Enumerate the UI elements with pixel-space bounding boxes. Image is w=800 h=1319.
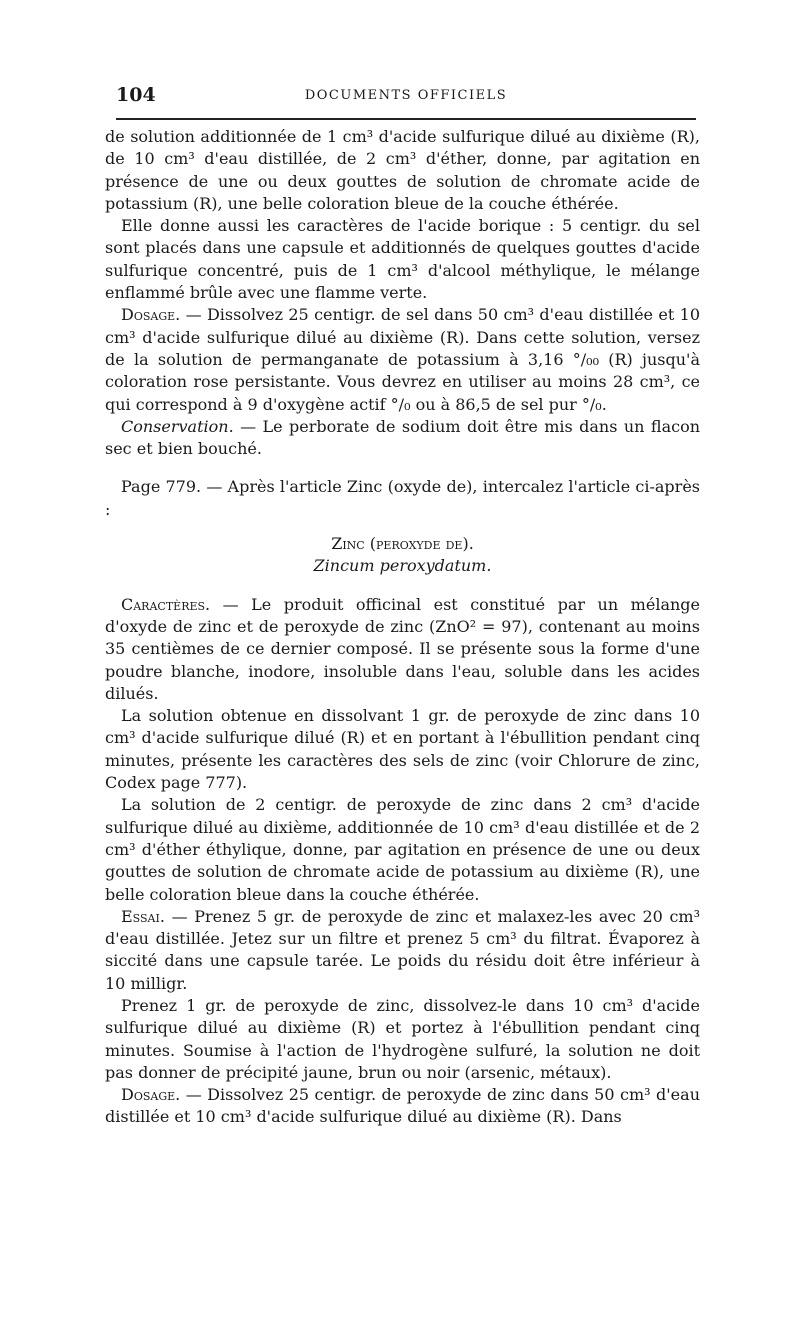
body-text	[105, 126, 700, 1129]
paragraph: Dosage. — Dissolvez 25 centigr. de peroxyde de zinc dans 50 cm³ d'eau distillée et 10 cm³ d'acide sulfurique dilué au dixième (R). Dans	[105, 1085, 700, 1127]
section-lead: Dosage.	[121, 305, 181, 325]
paragraph: La solution obtenue en dissolvant 1 gr. de peroxyde de zinc dans 10 cm³ d'acide sulfurique dilué (R) et en portant à l'ébullition pendant cinq minutes, présente les caractères des sels de zinc (voir Chlorure de zinc, Codex page 777).	[105, 706, 700, 793]
header-rule	[116, 118, 696, 120]
paragraph: La solution de 2 centigr. de peroxyde de zinc dans 2 cm³ d'acide sulfurique dilué au dixième, additionnée de 10 cm³ d'eau distillée et de 2 cm³ d'éther éthylique, donne, par agitation en présence de une ou deux gouttes de solution de chromate acide de potassium au dixième (R), une belle coloration bleue dans la couche éthérée.	[105, 795, 700, 904]
paragraph: Conservation. — Le perborate de sodium doit être mis dans un flacon sec et bien bouché.	[105, 416, 700, 459]
page-number: 104	[116, 84, 156, 106]
paragraph: Essai. — Prenez 5 gr. de peroxyde de zinc et malaxez-les avec 20 cm³ d'eau distillée. Jetez sur un filtre et prenez 5 cm³ du filtrat. Évaporez à siccité dans une capsule tarée. Le poids du résidu doit être inférieur à 10 milligr.	[105, 906, 700, 993]
section-lead: Dosage.	[121, 1085, 181, 1105]
running-title: DOCUMENTS OFFICIELS	[304, 88, 508, 103]
paragraph: Elle donne aussi les caractères de l'acide borique : 5 centigr. du sel sont placés dans une capsule et additionnés de quelques gouttes d'acide sulfurique concentré, puis de 1 cm³ d'alcool méthylique, le mélange enflammé brûle avec une flamme verte.	[105, 216, 700, 303]
paragraph: Page 779. — Après l'article Zinc (oxyde de), intercalez l'article ci-après :	[105, 477, 700, 519]
section-lead: Caractères.	[121, 594, 211, 614]
paragraph: Dosage. — Dissolvez 25 centigr. de sel dans 50 cm³ d'eau distillée et 10 cm³ d'acide sulfurique dilué au dixième (R). Dans cette solution, versez de la solution de permanganate de potassium à 3,16 °/₀₀ (R) jusqu'à coloration rose persistante. Vous devrez en utiliser au moins 28 cm³, ce qui correspond à 9 d'oxygène actif °/₀ ou à 86,5 de sel pur °/₀.	[105, 305, 700, 414]
section-lead-italic: Conservation.	[121, 416, 234, 436]
article-latin-name: Zincum peroxydatum.	[313, 556, 492, 576]
section-lead: Essai.	[121, 906, 165, 926]
paragraph: de solution additionnée de 1 cm³ d'acide sulfurique dilué au dixième (R), de 10 cm³ d'eau distillée, de 2 cm³ d'éther, donne, par agitation en présence de une ou deux gouttes de solution de chromate acide de potassium (R), une belle coloration bleue de la couche éthérée.	[105, 127, 700, 213]
article-title: Zinc (peroxyde de).	[331, 534, 474, 554]
paragraph: Caractères. — Le produit officinal est constitué par un mélange d'oxyde de zinc et de peroxyde de zinc (ZnO² = 97), contenant au moins 35 centièmes de ce dernier composé. Il se présente sous la forme d'une poudre blanche, inodore, insoluble dans l'eau, soluble dans les acides dilués.	[105, 594, 700, 703]
paragraph: Prenez 1 gr. de peroxyde de zinc, dissolvez-le dans 10 cm³ d'acide sulfurique dilué au dixième (R) et portez à l'ébullition pendant cinq minutes. Soumise à l'action de l'hydrogène sulfuré, la solution ne doit pas donner de précipité jaune, brun ou noir (arsenic, métaux).	[105, 995, 700, 1082]
